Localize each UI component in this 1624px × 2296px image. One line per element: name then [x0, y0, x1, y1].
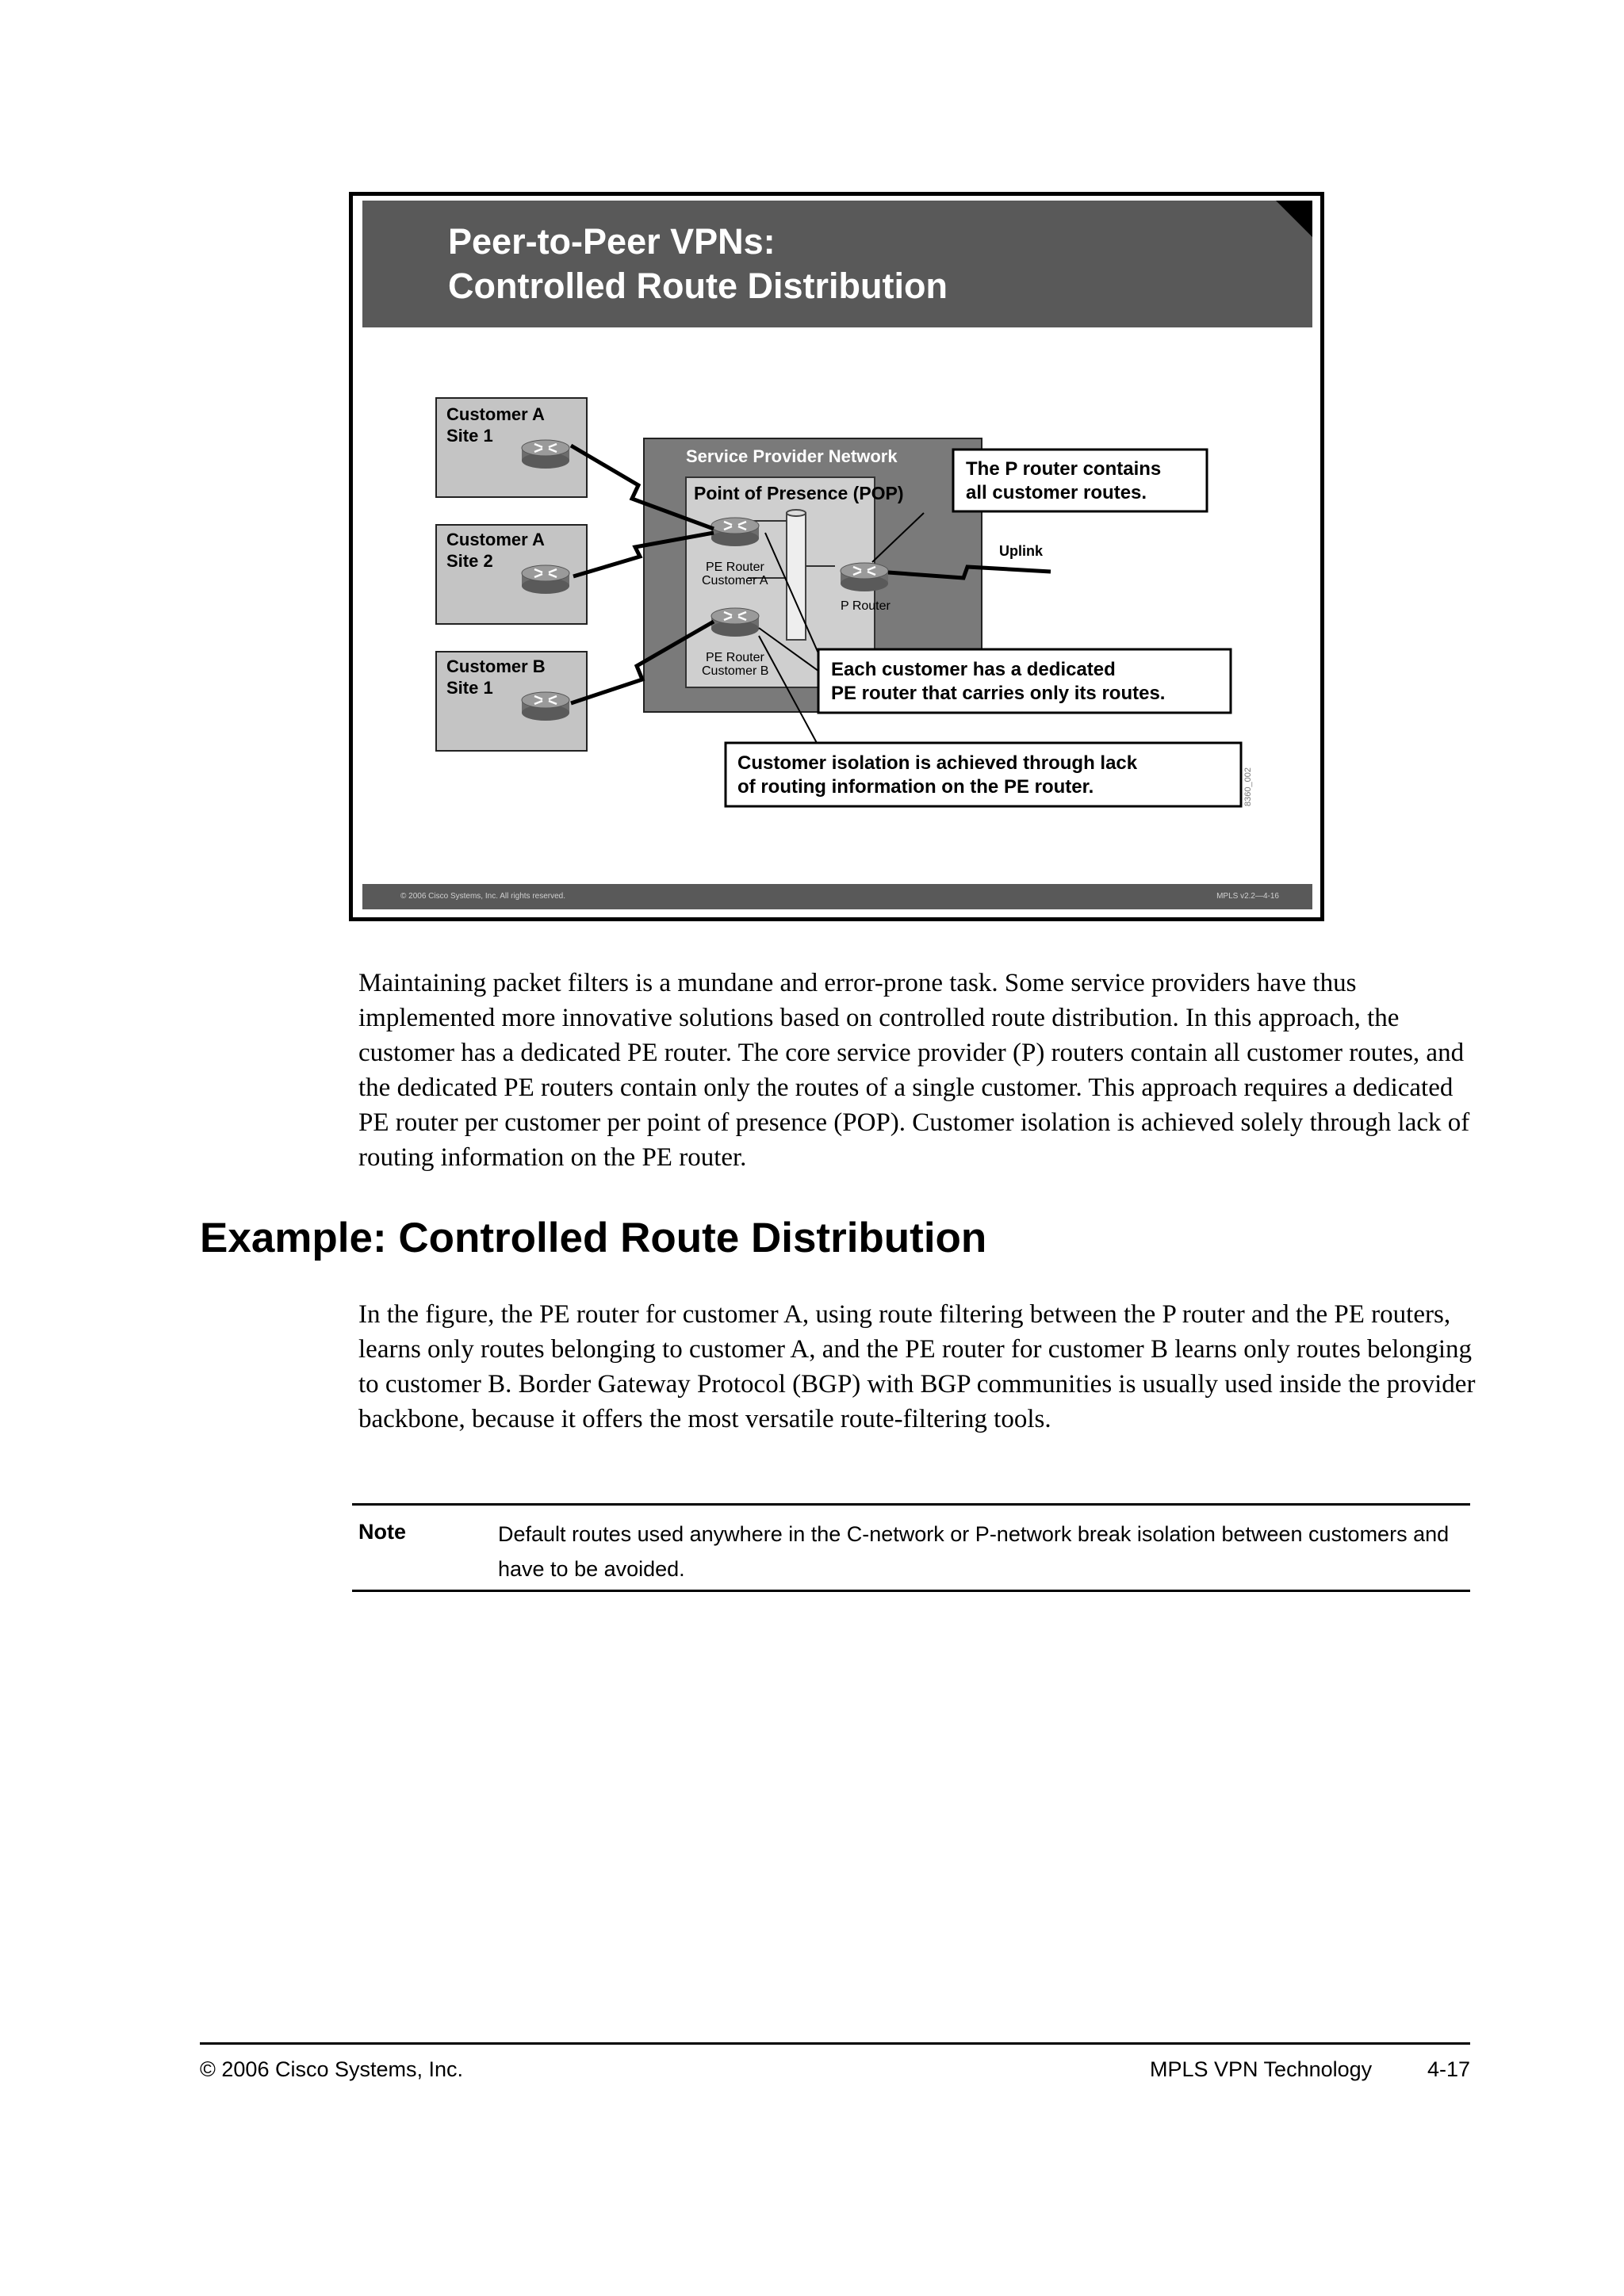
- p-router-label: P Router: [841, 599, 891, 613]
- callout-p-line2: all customer routes.: [966, 482, 1147, 503]
- customer-a-site-2-box: [436, 525, 587, 624]
- pop-label: Point of Presence (POP): [694, 483, 904, 503]
- footer-course: MPLS VPN Technology: [1150, 2057, 1373, 2081]
- pe-router-a-icon: [711, 518, 759, 546]
- callout-pe-line1: Each customer has a dedicated: [831, 659, 1116, 680]
- callout-iso-line1: Customer isolation is achieved through lack: [737, 752, 1138, 774]
- slide-footer: [362, 884, 1312, 909]
- site-a1-line1: Customer A: [446, 404, 545, 424]
- slide-title-line1: Peer-to-Peer VPNs:: [448, 221, 776, 262]
- site-a2-line2: Site 2: [446, 551, 493, 571]
- site-b1-line1: Customer B: [446, 656, 546, 676]
- slide-footer-copyright: © 2006 Cisco Systems, Inc. All rights reserved.: [400, 892, 566, 901]
- backbone-cylinder: [787, 513, 806, 640]
- p-router-icon: [841, 563, 888, 591]
- page-footer: [200, 2042, 1470, 2081]
- customer-b-site-1-box: [436, 652, 587, 751]
- slide-title-line2: Controlled Route Distribution: [448, 266, 948, 306]
- router-icon: [522, 692, 569, 721]
- uplink-label: Uplink: [999, 543, 1044, 559]
- site-b1-line2: Site 1: [446, 678, 493, 698]
- pe-router-b-icon: [711, 608, 759, 637]
- section-heading: Example: Controlled Route Distribution: [200, 1215, 987, 1261]
- site-a2-line1: Customer A: [446, 530, 545, 549]
- note-box: [352, 1503, 1470, 1592]
- customer-a-site-1-box: [436, 398, 587, 497]
- sp-network-label: Service Provider Network: [686, 446, 898, 466]
- figure-id: 8360_002: [1243, 767, 1253, 806]
- pe-b-label-line1: PE Router: [706, 651, 764, 664]
- note-text: Default routes used anywhere in the C-network or P-network break isolation between customers and have to be avoided.: [498, 1522, 1450, 1581]
- callout-pe-line2: PE router that carries only its routes.: [831, 683, 1166, 704]
- slide-footer-code: MPLS v2.2—4-16: [1216, 892, 1279, 901]
- pe-b-label-line2: Customer B: [702, 664, 769, 678]
- callout-p-line1: The P router contains: [966, 458, 1162, 480]
- callout-iso-line2: of routing information on the PE router.: [737, 776, 1094, 798]
- slide-figure: [349, 192, 1324, 921]
- pe-a-label-line2: Customer A: [702, 574, 768, 587]
- body-paragraph-2: In the figure, the PE router for customer A, using route filtering between the P router and the PE routers, learns only routes belonging to customer A, and the PE router for customer B learns only routes belonging to customer B. Border Gateway Protocol (BGP) with BGP communities is usually used inside the provider backbone, because it offers the most versatile route-filtering tools.: [358, 1300, 1476, 1433]
- site-a1-line2: Site 1: [446, 426, 493, 446]
- footer-copyright: © 2006 Cisco Systems, Inc.: [200, 2057, 464, 2081]
- router-icon: [522, 440, 569, 469]
- note-label: Note: [358, 1520, 406, 1544]
- body-paragraph-1: Maintaining packet filters is a mundane and error-prone task. Some service providers have thus implemented more innovative solutions based on controlled route distribution. In this approach, the customer has a dedicated PE router. The core service provider (P) routers contain all customer routes, and the dedicated PE routers contain only the routes of a single customer. This approach requires a dedicated PE router per customer per point of presence (POP). Customer isolation is achieved solely through lack of routing information on the PE router.: [358, 969, 1470, 1172]
- network-diagram: [353, 196, 1320, 917]
- router-icon: [522, 565, 569, 594]
- footer-page-number: 4-17: [1427, 2057, 1470, 2081]
- pe-a-label-line1: PE Router: [706, 561, 764, 574]
